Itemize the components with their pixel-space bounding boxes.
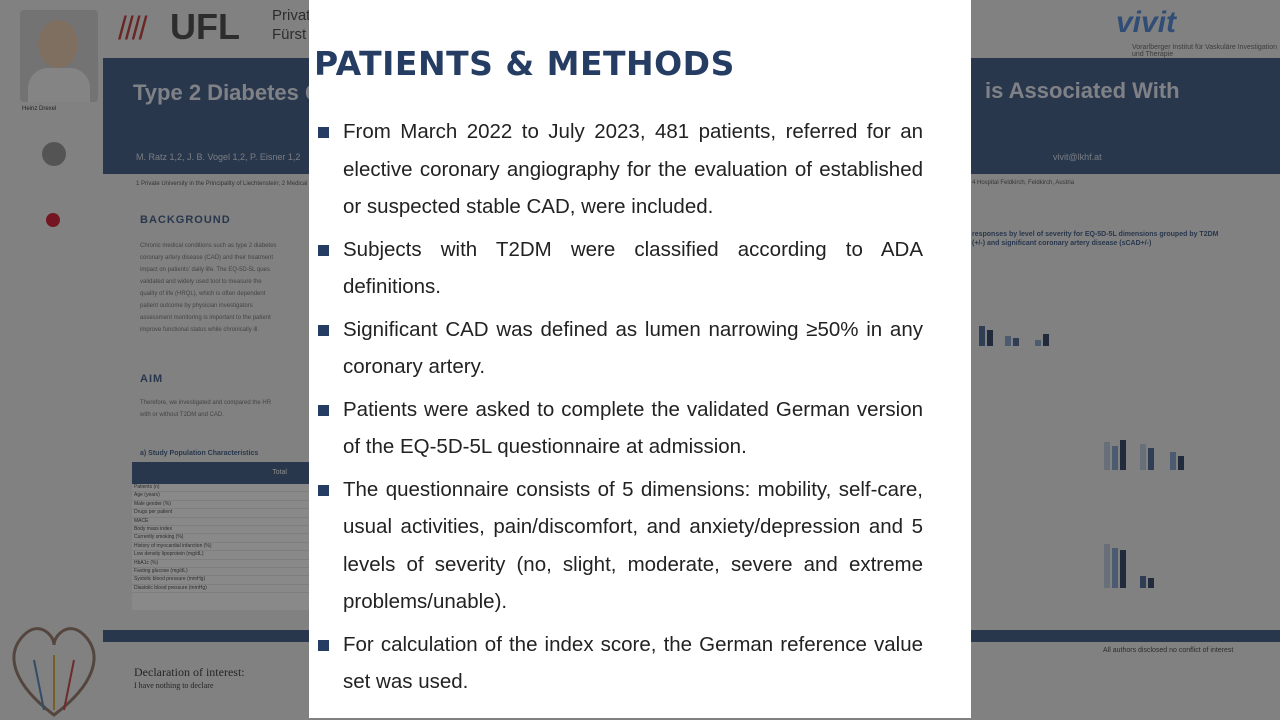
list-item xyxy=(318,391,923,466)
list-item xyxy=(318,626,923,701)
square-bullet-icon xyxy=(318,405,329,416)
list-item xyxy=(318,231,923,306)
list-item xyxy=(318,471,923,621)
square-bullet-icon xyxy=(318,127,329,138)
bullet-text: For calculation of the index score, the German reference value set was used. xyxy=(343,632,923,693)
list-item xyxy=(318,113,923,226)
list-item xyxy=(318,311,923,386)
bullet-text: Subjects with T2DM were classified according to ADA definitions. xyxy=(343,237,923,298)
slide-title: PATIENTS & METHODS xyxy=(314,44,735,83)
square-bullet-icon xyxy=(318,325,329,336)
square-bullet-icon xyxy=(318,245,329,256)
slide-panel xyxy=(309,0,971,718)
bullet-text: From March 2022 to July 2023, 481 patients, referred for an elective coronary angiography for the evaluation of established or suspected stable CAD, were included. xyxy=(343,120,923,218)
bullet-text: Patients were asked to complete the validated German version of the EQ-5D-5L questionnaire at admission. xyxy=(343,397,923,458)
bullet-list xyxy=(318,113,923,706)
square-bullet-icon xyxy=(318,485,329,496)
square-bullet-icon xyxy=(318,640,329,651)
bullet-text: Significant CAD was defined as lumen narrowing ≥50% in any coronary artery. xyxy=(343,317,923,378)
bullet-text: The questionnaire consists of 5 dimensions: mobility, self-care, usual activities, pain/discomfort, and anxiety/depression and 5 levels of severity (no, slight, moderate, severe and extreme problems/unable). xyxy=(343,477,923,613)
